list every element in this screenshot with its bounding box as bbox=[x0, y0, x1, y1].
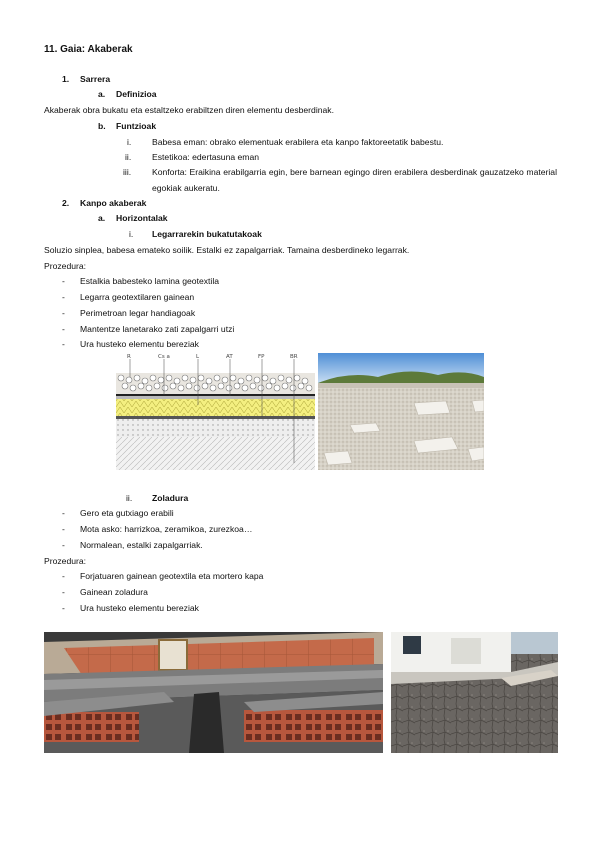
section-2-number: 2. bbox=[62, 198, 70, 208]
paving-note: Normalean, estalki zapalgarriak. bbox=[80, 540, 203, 550]
diagram-label: L bbox=[196, 354, 200, 360]
gravel-roof-section-diagram bbox=[116, 353, 315, 470]
paving-step: Gainean zoladura bbox=[80, 587, 148, 597]
section-2aii-heading: Zoladura bbox=[152, 493, 189, 503]
diagram-label: AT bbox=[226, 354, 233, 360]
list-dash: - bbox=[62, 540, 65, 550]
list-dash: - bbox=[62, 571, 65, 581]
section-2aii-number: ii. bbox=[126, 493, 133, 503]
function-1-text: Babesa eman: obrako elementuak erabilera eta kanpo faktoreetatik babestu. bbox=[152, 137, 444, 147]
list-dash: - bbox=[62, 339, 65, 349]
list-dash: - bbox=[62, 524, 65, 534]
list-dash: - bbox=[62, 324, 65, 334]
page-title: 11. Gaia: Akaberak bbox=[44, 44, 133, 55]
section-1-heading: Sarrera bbox=[80, 74, 111, 84]
gravel-step: Mantentze lanetarako zati zapalgarri utzi bbox=[80, 324, 235, 334]
diagram-label: Cs a bbox=[158, 354, 170, 360]
diagram-label: BR bbox=[290, 354, 298, 360]
gravel-step: Estalkia babesteko lamina geotextila bbox=[80, 276, 220, 286]
list-dash: - bbox=[62, 508, 65, 518]
section-2ai-heading: Legarrarekin bukatutakoak bbox=[152, 229, 262, 239]
paving-note: Gero eta gutxiago erabili bbox=[80, 508, 174, 518]
section-1a-heading: Definizioa bbox=[116, 89, 157, 99]
section-2a-heading: Horizontalak bbox=[116, 213, 168, 223]
list-dash: - bbox=[62, 308, 65, 318]
function-2-text: Estetikoa: edertasuna eman bbox=[152, 152, 260, 162]
list-dash: - bbox=[62, 276, 65, 286]
paving-procedure-label: Prozedura: bbox=[44, 556, 87, 566]
paving-note: Mota asko: harrizkoa, zeramikoa, zurezkoa… bbox=[80, 524, 253, 534]
section-2a-number: a. bbox=[98, 213, 106, 223]
gravel-intro: Soluzio sinplea, babesa emateko soilik. Estalki ez zapalgarriak. Tamaina desberdineko legarrak. bbox=[44, 245, 410, 255]
list-dash: - bbox=[62, 587, 65, 597]
section-1b-number: b. bbox=[98, 121, 106, 131]
diagram-label: R bbox=[127, 354, 131, 360]
gravel-step: Legarra geotextilaren gainean bbox=[80, 292, 195, 302]
function-1-number: i. bbox=[127, 137, 132, 147]
paving-step: Ura husteko elementu bereziak bbox=[80, 603, 199, 613]
list-dash: - bbox=[62, 603, 65, 613]
function-3-text: Konforta: Eraikina erabilgarria egin, bere barnean egingo diren erabilera desberdinak gauzatzeko material egokiak aukeratu. bbox=[152, 167, 557, 193]
section-1b-heading: Funtzioak bbox=[116, 121, 157, 131]
list-dash: - bbox=[62, 292, 65, 302]
section-2-heading: Kanpo akaberak bbox=[80, 198, 147, 208]
section-1-number: 1. bbox=[62, 74, 70, 84]
gravel-step: Perimetroan legar handiagoak bbox=[80, 308, 196, 318]
section-2ai-number: i. bbox=[129, 229, 134, 239]
gravel-roof-photo bbox=[318, 353, 484, 470]
terrace-paving-photo bbox=[391, 632, 558, 753]
paving-section-photo bbox=[44, 632, 383, 753]
section-1a-number: a. bbox=[98, 89, 106, 99]
diagram-label: FP bbox=[258, 354, 265, 360]
gravel-step: Ura husteko elementu bereziak bbox=[80, 339, 199, 349]
function-2-number: ii. bbox=[125, 152, 132, 162]
definition-text: Akaberak obra bukatu eta estaltzeko erabiltzen diren elementu desberdinak. bbox=[44, 105, 334, 115]
gravel-procedure-label: Prozedura: bbox=[44, 261, 87, 271]
paving-step: Forjatuaren gainean geotextila eta mortero kapa bbox=[80, 571, 264, 581]
function-3-number: iii. bbox=[123, 167, 132, 177]
